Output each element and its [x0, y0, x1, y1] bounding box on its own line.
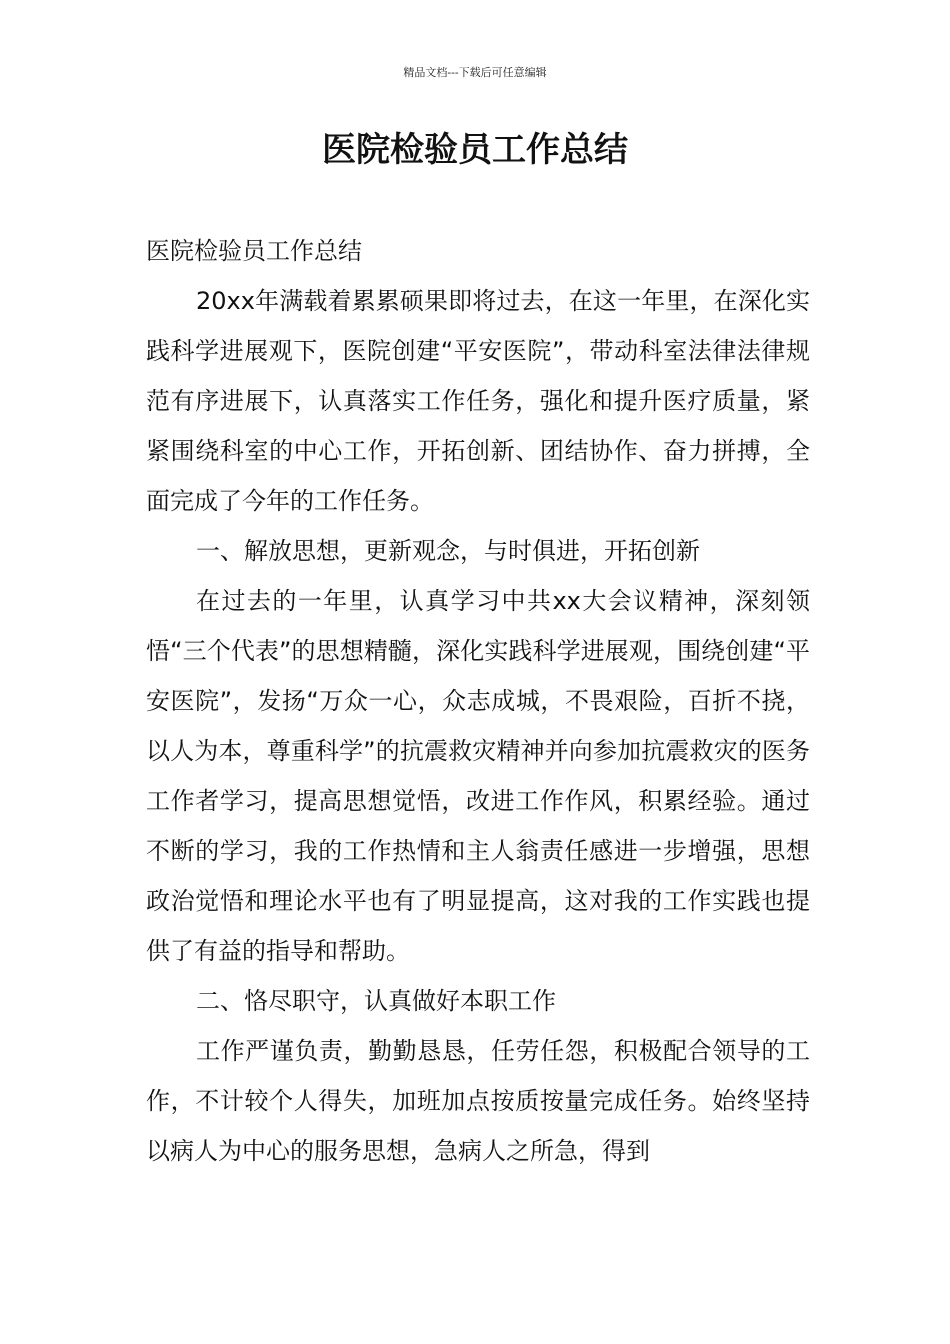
document-title: 医院检验员工作总结: [322, 130, 628, 170]
paragraph-section-2: 工作严谨负责，勤勤恳恳，任劳任怨，积极配合领导的工作，不计较个人得失，加班加点按质按量完成任务。始终坚持以病人为中心的服务思想，急病人之所急，得到: [146, 1037, 810, 1165]
paragraph-subtitle: 医院检验员工作总结: [146, 237, 362, 265]
paragraph-section-1: 在过去的一年里，认真学习中共xx大会议精神，深刻领悟“三个代表”的思想精髓，深化实践科学进展观，围绕创建“平安医院”，发扬“万众一心，众志成城，不畏艰险，百折不挠，以人为本，尊重科学”的抗震救灾精神并向参加抗震救灾的医务工作者学习，提高思想觉悟，改进工作作风，积累经验。通过不断的学习，我的工作热情和主人翁责任感进一步增强，思想政治觉悟和理论水平也有了明显提高，这对我的工作实践也提供了有益的指导和帮助。: [146, 587, 810, 965]
header-note: 精品文档---下载后可任意编辑: [403, 66, 547, 79]
paragraph-intro: 20xx年满载着累累硕果即将过去，在这一年里，在深化实践科学进展观下，医院创建“平安医院”，带动科室法律法律规范有序进展下，认真落实工作任务，强化和提升医疗质量，紧紧围绕科室的中心工作，开拓创新、团结协作、奋力拼搏，全面完成了今年的工作任务。: [146, 287, 810, 515]
section-heading-1: 一、解放思想，更新观念，与时俱进，开拓创新: [196, 537, 700, 565]
section-heading-2: 二、恪尽职守，认真做好本职工作: [196, 987, 556, 1015]
document-body: [146, 226, 810, 1176]
